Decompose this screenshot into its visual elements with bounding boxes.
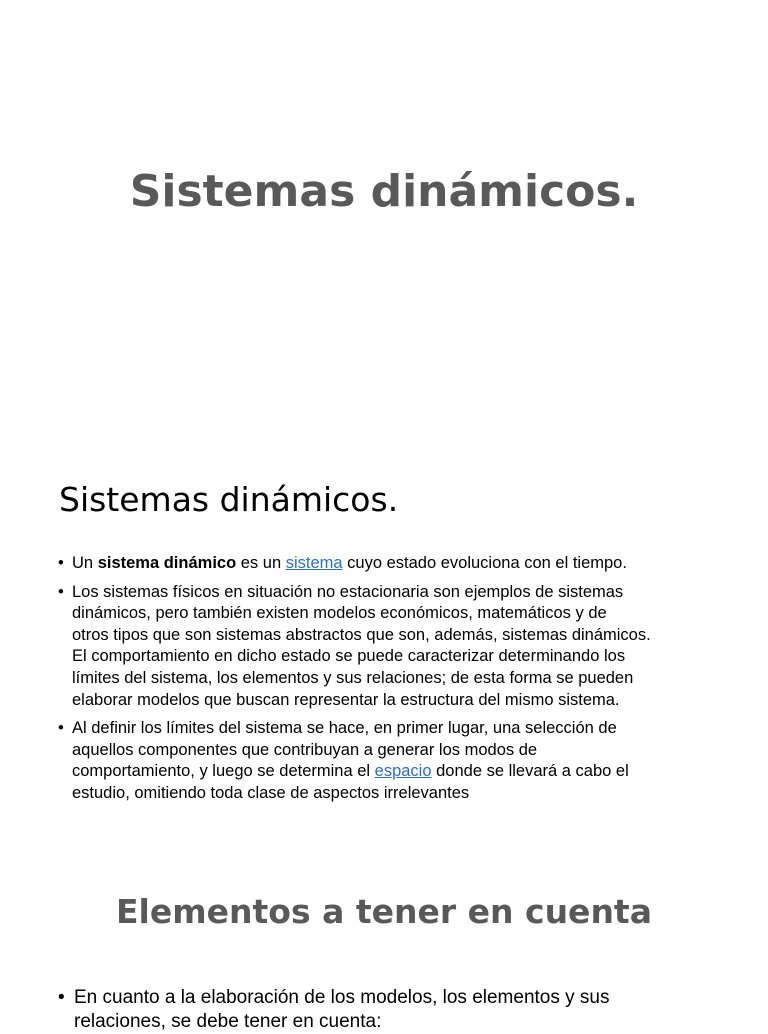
bullet-line: Los sistemas físicos en situación no estacionaria son ejemplos de sistemas: [72, 582, 624, 601]
bullet-text: es un: [236, 554, 286, 572]
bullet-line: estudio, omitiendo toda clase de aspectos irrelevantes: [72, 783, 470, 802]
bullet-line: Al definir los límites del sistema se hace, en primer lugar, una selección de: [72, 719, 617, 738]
espacio-link[interactable]: espacio: [374, 762, 432, 781]
bullet-line: comportamiento, y luego se determina el: [72, 762, 375, 781]
bullet-line: En cuanto a la elaboración de los modelos, los elementos y sus: [74, 987, 610, 1008]
bold-term: sistema dinámico: [97, 554, 237, 572]
bullet-line: límites del sistema, los elementos y sus relaciones; de esta forma se pueden: [72, 668, 634, 687]
bullet-item-limits: [58, 718, 713, 804]
bullet-text: cuyo estado evoluciona con el tiempo.: [342, 554, 627, 572]
bullet-line: aquellos componentes que contribuyan a generar los modos de: [72, 740, 538, 759]
elements-title: Elementos a tener en cuenta: [116, 892, 652, 931]
bullet-line: otros tipos que son sistemas abstractos que son, además, sistemas dinámicos.: [72, 625, 651, 644]
bullet-marker: •: [58, 582, 64, 601]
bullet-item-examples: [58, 582, 713, 712]
bullet-marker: •: [58, 987, 65, 1008]
bullet-line: elaborar modelos que buscan representar la estructura del mismo sistema.: [72, 690, 620, 709]
bullet-line: donde se llevará a cabo el: [431, 762, 629, 781]
bullet-item-definition: [58, 553, 713, 575]
bullet-line: relaciones, se debe tener en cuenta:: [74, 1011, 382, 1032]
bullet-item-models: [58, 986, 718, 1034]
bullet-list: [58, 553, 713, 812]
elements-bullet-list: [58, 986, 718, 1034]
bullet-text: Un: [72, 554, 98, 572]
bullet-marker: •: [58, 719, 64, 738]
sistema-link[interactable]: sistema: [285, 554, 343, 572]
bullet-line: El comportamiento en dicho estado se puede caracterizar determinando los: [72, 647, 626, 666]
bullet-marker: •: [58, 554, 64, 572]
section-heading: Sistemas dinámicos.: [59, 480, 399, 519]
slide-title: Sistemas dinámicos.: [129, 166, 639, 217]
bullet-line: dinámicos, pero también existen modelos económicos, matemáticos y de: [72, 604, 607, 623]
